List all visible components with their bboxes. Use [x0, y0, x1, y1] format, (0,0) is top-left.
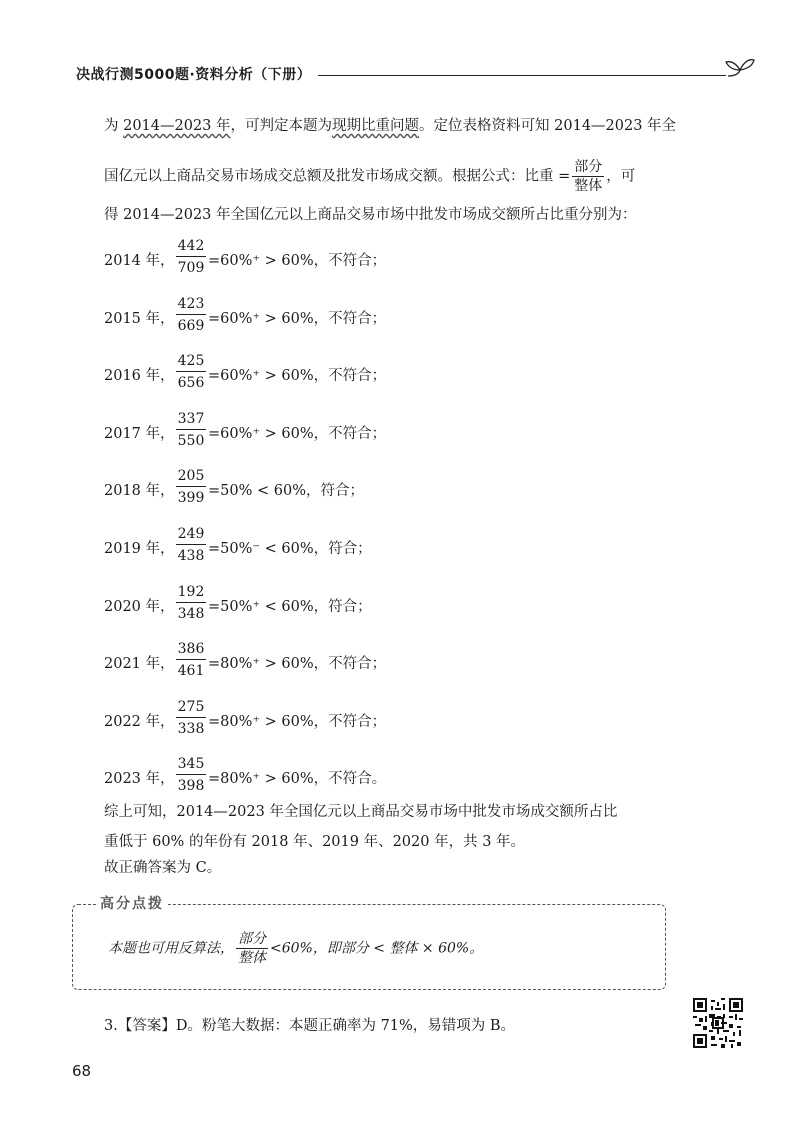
qr-code-icon[interactable] — [693, 998, 743, 1048]
tip-fraction — [236, 930, 268, 967]
answer-statement: 故正确答案为 C。 — [104, 860, 222, 876]
row-fraction — [176, 754, 206, 795]
formula-numerator: 部分 — [574, 159, 603, 175]
intro-text: ，可判定本题为 — [230, 118, 333, 134]
row-denominator: 709 — [177, 260, 205, 276]
row-numerator: 345 — [176, 754, 206, 775]
row-result: =60%⁺ > 60%，不符合； — [208, 426, 387, 442]
row-denominator: 669 — [177, 318, 205, 334]
conclusion-line-2: 重低于 60% 的年份有 2018 年、2019 年、2020 年，共 3 年。 — [104, 834, 526, 850]
intro-line-3: 得 2014—2023 年全国亿元以上商品交易市场中批发市场成交额所占比重分别为： — [104, 207, 637, 223]
row-year: 2020 年， — [104, 599, 175, 615]
row-fraction — [176, 466, 206, 507]
row-denominator: 348 — [177, 606, 205, 622]
row-denominator: 398 — [177, 778, 205, 794]
tip-title: 高分点拨 — [96, 893, 168, 913]
tip-text-b: <60%，即部分 < 整体 × 60%。 — [270, 940, 484, 957]
tip-denominator: 整体 — [238, 950, 266, 966]
row-fraction — [176, 409, 206, 450]
row-year: 2021 年， — [104, 656, 175, 672]
row-numerator: 205 — [176, 466, 206, 487]
row-numerator: 249 — [176, 524, 206, 545]
row-year: 2022 年， — [104, 714, 175, 730]
row-fraction — [176, 236, 206, 277]
row-year: 2018 年， — [104, 483, 175, 499]
row-denominator: 461 — [177, 663, 205, 679]
row-denominator: 438 — [177, 548, 205, 564]
formula-fraction — [572, 158, 604, 195]
intro-line-1 — [104, 116, 677, 136]
row-denominator: 550 — [177, 433, 205, 449]
page-number: 68 — [72, 1062, 92, 1080]
row-fraction — [176, 639, 206, 680]
row-year: 2019 年， — [104, 541, 175, 557]
row-fraction — [176, 697, 206, 738]
row-numerator: 275 — [176, 697, 206, 718]
row-result: =50%⁺ < 60%，符合； — [208, 599, 372, 615]
row-fraction — [176, 351, 206, 392]
row-result: =60%⁺ > 60%，不符合； — [208, 311, 387, 327]
row-fraction — [176, 294, 206, 335]
row-numerator: 386 — [176, 639, 206, 660]
emphasis-question-type: 现期比重问题 — [332, 118, 420, 134]
row-numerator: 442 — [176, 236, 206, 257]
row-result: =80%⁺ > 60%，不符合； — [208, 714, 387, 730]
intro-text: 国亿元以上商品交易市场成交总额及批发市场成交额。根据公式：比重 = — [104, 168, 571, 185]
row-year: 2017 年， — [104, 426, 175, 442]
row-year: 2015 年， — [104, 311, 175, 327]
row-denominator: 656 — [177, 375, 205, 391]
tip-text — [108, 930, 483, 967]
intro-text: ，可 — [606, 168, 636, 185]
row-fraction — [176, 582, 206, 623]
intro-text: 。定位表格资料可知 2014—2023 年全 — [419, 118, 677, 134]
row-result: =50% < 60%，符合； — [208, 483, 364, 499]
row-numerator: 337 — [176, 409, 206, 430]
row-fraction — [176, 524, 206, 565]
tip-numerator: 部分 — [238, 931, 266, 947]
row-year: 2014 年， — [104, 253, 175, 269]
emphasis-years: 2014—2023 年 — [123, 118, 231, 134]
formula-denominator: 整体 — [574, 178, 603, 194]
intro-line-2 — [104, 158, 664, 195]
running-header: 决战行测5000题·资料分析（下册） — [76, 67, 312, 83]
row-result: =60%⁺ > 60%，不符合； — [208, 253, 387, 269]
row-result: =80%⁺ > 60%，不符合。 — [208, 771, 387, 787]
row-numerator: 425 — [176, 351, 206, 372]
row-result: =60%⁺ > 60%，不符合； — [208, 368, 387, 384]
conclusion-line-1: 综上可知，2014—2023 年全国亿元以上商品交易市场中批发市场成交额所占比 — [104, 804, 618, 820]
row-denominator: 399 — [177, 490, 205, 506]
row-result: =80%⁺ > 60%，不符合； — [208, 656, 387, 672]
row-year: 2023 年， — [104, 771, 175, 787]
row-numerator: 192 — [176, 582, 206, 603]
row-result: =50%⁻ < 60%，符合； — [208, 541, 372, 557]
intro-text: 为 — [104, 118, 124, 134]
header-rule — [318, 75, 726, 76]
answer-3: 3.【答案】D。粉笔大数据：本题正确率为 71%，易错项为 B。 — [104, 1018, 516, 1034]
tip-text-a: 本题也可用反算法， — [108, 940, 234, 957]
row-denominator: 338 — [177, 721, 205, 737]
row-year: 2016 年， — [104, 368, 175, 384]
sprout-icon — [724, 52, 758, 82]
row-numerator: 423 — [176, 294, 206, 315]
